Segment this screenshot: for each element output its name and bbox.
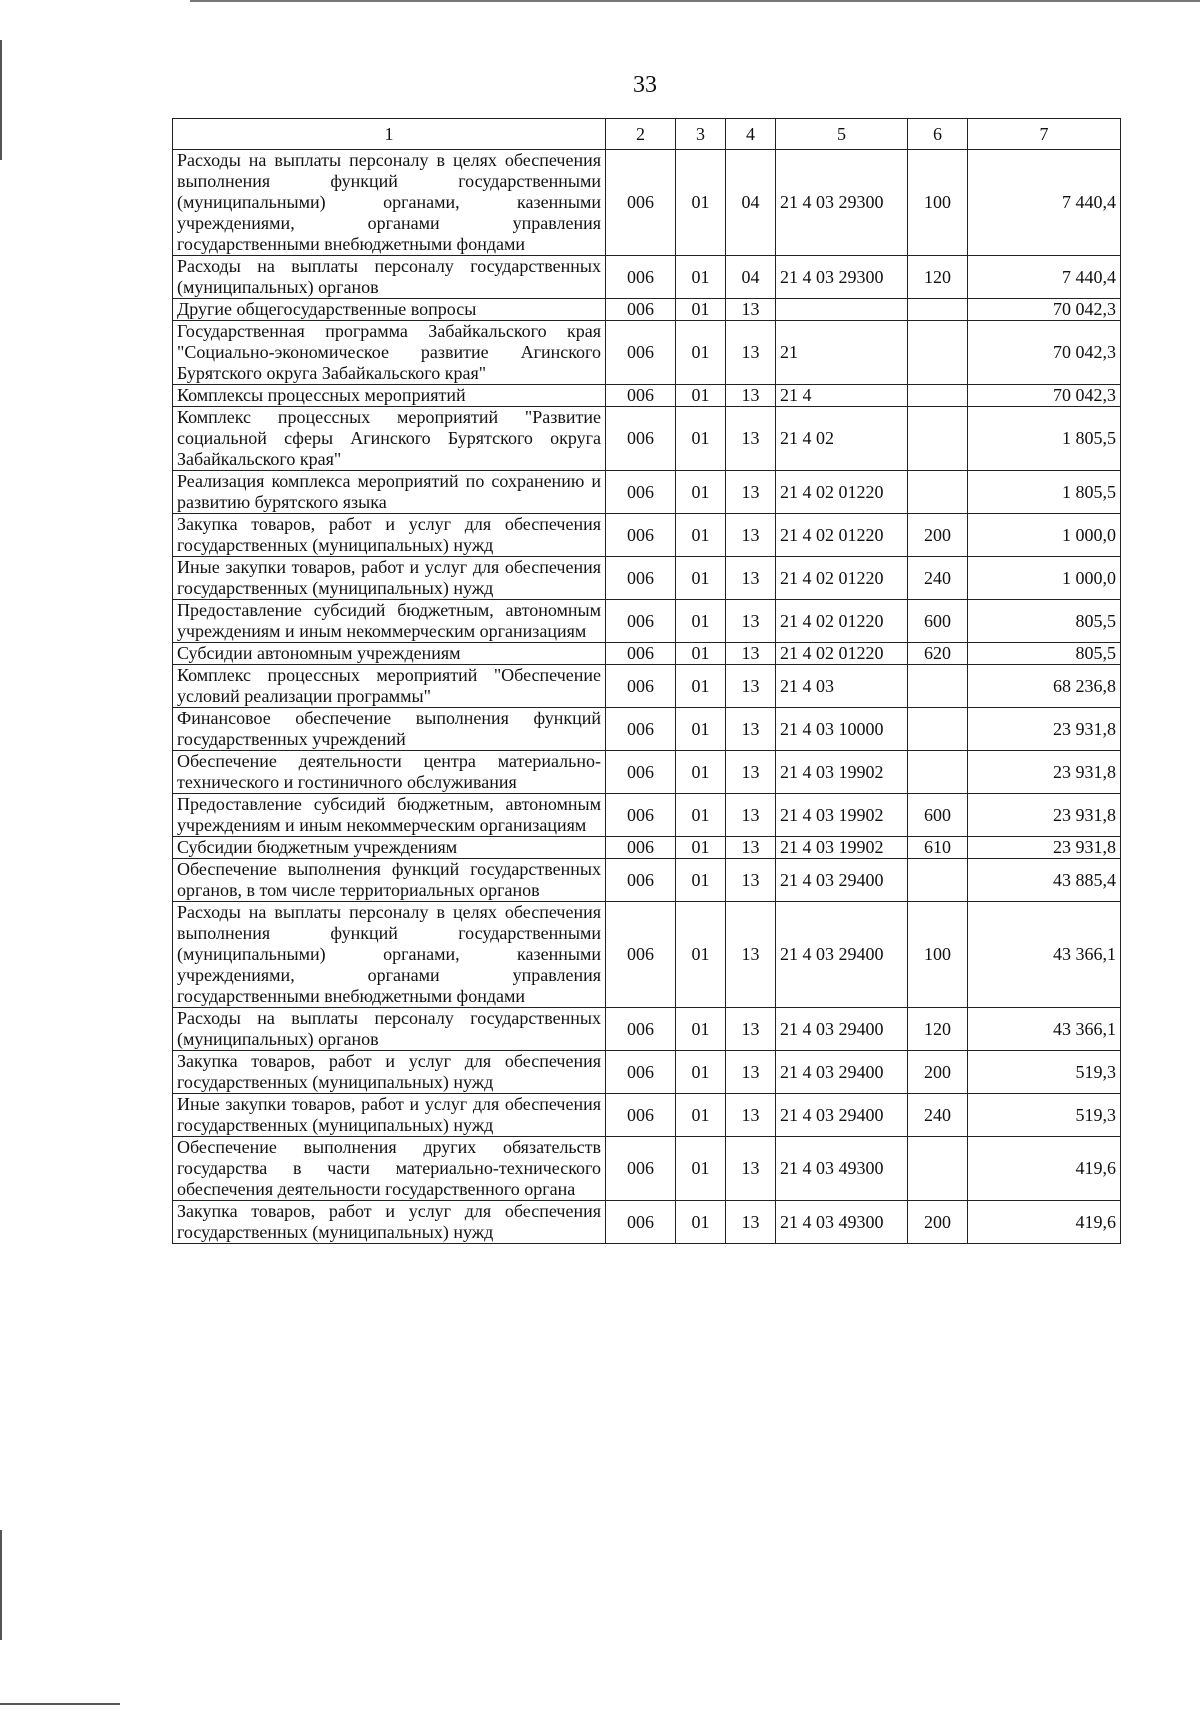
row-name: Финансовое обеспечение выполнения функций государственных учреждений (173, 708, 606, 751)
table-header (173, 119, 1121, 150)
row-col-5: 21 4 02 01220 (776, 643, 908, 665)
row-col-5: 21 4 03 29400 (776, 1051, 908, 1094)
row-name: Субсидии бюджетным учреждениям (173, 837, 606, 859)
table-row (173, 1094, 1121, 1137)
row-col-4: 13 (726, 794, 776, 837)
row-amount: 23 931,8 (968, 751, 1121, 794)
header-col-1: 1 (173, 119, 606, 150)
row-col-6: 120 (908, 1008, 968, 1051)
row-col-4: 13 (726, 299, 776, 321)
row-col-2: 006 (606, 708, 676, 751)
row-col-3: 01 (676, 1137, 726, 1201)
row-col-5: 21 4 03 19902 (776, 794, 908, 837)
row-col-5: 21 4 03 49300 (776, 1201, 908, 1244)
row-col-5: 21 (776, 321, 908, 385)
row-col-4: 13 (726, 407, 776, 471)
row-col-3: 01 (676, 902, 726, 1008)
row-col-4: 13 (726, 837, 776, 859)
page-number: 33 (633, 72, 657, 98)
row-col-6 (908, 751, 968, 794)
table-row (173, 643, 1121, 665)
row-amount: 1 000,0 (968, 557, 1121, 600)
row-col-5: 21 4 02 (776, 407, 908, 471)
row-amount: 70 042,3 (968, 299, 1121, 321)
row-col-3: 01 (676, 751, 726, 794)
row-col-5: 21 4 02 01220 (776, 600, 908, 643)
row-name: Предоставление субсидий бюджетным, автономным учреждениям и иным некоммерческим организациям (173, 794, 606, 837)
row-col-6: 620 (908, 643, 968, 665)
row-name: Государственная программа Забайкальского края "Социально-экономическое развитие Агинского Бурятского округа Забайкальского края" (173, 321, 606, 385)
table-row (173, 600, 1121, 643)
row-name: Комплексы процессных мероприятий (173, 385, 606, 407)
row-col-2: 006 (606, 1137, 676, 1201)
table-row (173, 794, 1121, 837)
row-col-2: 006 (606, 514, 676, 557)
row-col-2: 006 (606, 902, 676, 1008)
row-name: Другие общегосударственные вопросы (173, 299, 606, 321)
row-col-5: 21 4 03 29400 (776, 902, 908, 1008)
row-col-6 (908, 299, 968, 321)
row-name: Субсидии автономным учреждениям (173, 643, 606, 665)
table-row (173, 407, 1121, 471)
table-row (173, 902, 1121, 1008)
row-col-2: 006 (606, 407, 676, 471)
row-col-6: 200 (908, 1201, 968, 1244)
row-col-4: 13 (726, 321, 776, 385)
table-row (173, 256, 1121, 299)
table-row (173, 514, 1121, 557)
table-row (173, 1008, 1121, 1051)
row-col-6: 600 (908, 600, 968, 643)
table-row (173, 859, 1121, 902)
row-col-3: 01 (676, 150, 726, 256)
row-col-4: 13 (726, 1008, 776, 1051)
row-col-2: 006 (606, 385, 676, 407)
row-col-2: 006 (606, 643, 676, 665)
row-name: Иные закупки товаров, работ и услуг для обеспечения государственных (муниципальных) нужд (173, 1094, 606, 1137)
row-col-4: 13 (726, 751, 776, 794)
row-col-3: 01 (676, 1051, 726, 1094)
row-col-4: 13 (726, 1201, 776, 1244)
row-col-3: 01 (676, 708, 726, 751)
row-col-6: 610 (908, 837, 968, 859)
table-row (173, 751, 1121, 794)
row-col-6 (908, 321, 968, 385)
row-amount: 519,3 (968, 1051, 1121, 1094)
row-col-5: 21 4 02 01220 (776, 514, 908, 557)
row-col-2: 006 (606, 1051, 676, 1094)
row-col-5: 21 4 02 01220 (776, 471, 908, 514)
row-col-4: 04 (726, 256, 776, 299)
row-col-2: 006 (606, 321, 676, 385)
row-amount: 1 805,5 (968, 407, 1121, 471)
row-name: Закупка товаров, работ и услуг для обеспечения государственных (муниципальных) нужд (173, 514, 606, 557)
row-col-5: 21 4 03 29300 (776, 150, 908, 256)
table-body (173, 150, 1121, 1244)
row-amount: 7 440,4 (968, 256, 1121, 299)
row-col-5: 21 4 03 29400 (776, 859, 908, 902)
scan-edge-bottom (0, 1703, 120, 1705)
row-name: Комплекс процессных мероприятий "Развитие социальной сферы Агинского Бурятского округа Забайкальского края" (173, 407, 606, 471)
row-col-4: 13 (726, 708, 776, 751)
row-amount: 23 931,8 (968, 794, 1121, 837)
row-name: Обеспечение выполнения других обязательств государства в части материально-технического обеспечения деятельности государственного органа (173, 1137, 606, 1201)
table-row (173, 1201, 1121, 1244)
header-col-5: 5 (776, 119, 908, 150)
table-row (173, 385, 1121, 407)
row-col-6 (908, 407, 968, 471)
table-row (173, 150, 1121, 256)
row-amount: 43 885,4 (968, 859, 1121, 902)
row-col-4: 13 (726, 557, 776, 600)
header-col-7: 7 (968, 119, 1121, 150)
row-col-6: 240 (908, 1094, 968, 1137)
row-col-2: 006 (606, 256, 676, 299)
row-col-2: 006 (606, 751, 676, 794)
row-col-5: 21 4 03 29400 (776, 1008, 908, 1051)
row-col-5: 21 4 03 19902 (776, 837, 908, 859)
row-col-6: 100 (908, 902, 968, 1008)
row-col-2: 006 (606, 837, 676, 859)
row-name: Иные закупки товаров, работ и услуг для обеспечения государственных (муниципальных) нужд (173, 557, 606, 600)
row-col-4: 13 (726, 1094, 776, 1137)
row-col-3: 01 (676, 514, 726, 557)
row-amount: 1 000,0 (968, 514, 1121, 557)
row-col-2: 006 (606, 1008, 676, 1051)
row-col-5: 21 4 02 01220 (776, 557, 908, 600)
row-amount: 419,6 (968, 1201, 1121, 1244)
row-name: Предоставление субсидий бюджетным, автономным учреждениям и иным некоммерческим организациям (173, 600, 606, 643)
row-col-4: 13 (726, 1051, 776, 1094)
row-col-2: 006 (606, 794, 676, 837)
row-col-5: 21 4 (776, 385, 908, 407)
row-col-3: 01 (676, 557, 726, 600)
row-name: Закупка товаров, работ и услуг для обеспечения государственных (муниципальных) нужд (173, 1201, 606, 1244)
row-name: Реализация комплекса мероприятий по сохранению и развитию бурятского языка (173, 471, 606, 514)
row-col-5 (776, 299, 908, 321)
row-col-3: 01 (676, 471, 726, 514)
row-amount: 23 931,8 (968, 837, 1121, 859)
row-name: Расходы на выплаты персоналу в целях обеспечения выполнения функций государственными (муниципальными) органами, казенными учреждениями, органами управления государственными внебюджетными фондами (173, 902, 606, 1008)
row-col-2: 006 (606, 600, 676, 643)
row-col-6: 200 (908, 514, 968, 557)
row-col-2: 006 (606, 150, 676, 256)
row-col-6 (908, 1137, 968, 1201)
row-col-2: 006 (606, 859, 676, 902)
row-col-5: 21 4 03 19902 (776, 751, 908, 794)
scan-edge-left (0, 40, 2, 160)
table-row (173, 299, 1121, 321)
row-col-4: 04 (726, 150, 776, 256)
table-row (173, 471, 1121, 514)
header-col-3: 3 (676, 119, 726, 150)
row-col-4: 13 (726, 665, 776, 708)
row-col-2: 006 (606, 1094, 676, 1137)
row-col-4: 13 (726, 471, 776, 514)
row-name: Расходы на выплаты персоналу государственных (муниципальных) органов (173, 256, 606, 299)
row-amount: 1 805,5 (968, 471, 1121, 514)
row-amount: 7 440,4 (968, 150, 1121, 256)
row-col-6: 100 (908, 150, 968, 256)
row-col-2: 006 (606, 665, 676, 708)
row-amount: 43 366,1 (968, 902, 1121, 1008)
row-name: Комплекс процессных мероприятий "Обеспечение условий реализации программы" (173, 665, 606, 708)
row-amount: 805,5 (968, 643, 1121, 665)
header-col-4: 4 (726, 119, 776, 150)
row-amount: 70 042,3 (968, 385, 1121, 407)
row-col-3: 01 (676, 256, 726, 299)
table-row (173, 1051, 1121, 1094)
row-name: Обеспечение выполнения функций государственных органов, в том числе территориальных органов (173, 859, 606, 902)
row-col-5: 21 4 03 29400 (776, 1094, 908, 1137)
row-name: Обеспечение деятельности центра материально-технического и гостиничного обслуживания (173, 751, 606, 794)
row-col-2: 006 (606, 1201, 676, 1244)
header-col-2: 2 (606, 119, 676, 150)
table-row (173, 1137, 1121, 1201)
table-row (173, 708, 1121, 751)
row-col-4: 13 (726, 643, 776, 665)
row-col-4: 13 (726, 859, 776, 902)
row-col-5: 21 4 03 (776, 665, 908, 708)
table-row (173, 837, 1121, 859)
row-col-6: 120 (908, 256, 968, 299)
row-col-4: 13 (726, 385, 776, 407)
row-col-3: 01 (676, 794, 726, 837)
row-col-6: 600 (908, 794, 968, 837)
row-col-6: 200 (908, 1051, 968, 1094)
row-col-6 (908, 471, 968, 514)
row-col-2: 006 (606, 299, 676, 321)
row-col-2: 006 (606, 471, 676, 514)
row-col-3: 01 (676, 600, 726, 643)
row-col-6: 240 (908, 557, 968, 600)
row-amount: 805,5 (968, 600, 1121, 643)
table-row (173, 557, 1121, 600)
row-col-3: 01 (676, 837, 726, 859)
budget-table (172, 118, 1121, 1244)
row-col-3: 01 (676, 407, 726, 471)
row-col-3: 01 (676, 321, 726, 385)
row-col-2: 006 (606, 557, 676, 600)
row-col-6 (908, 859, 968, 902)
row-col-3: 01 (676, 665, 726, 708)
row-col-3: 01 (676, 643, 726, 665)
row-col-4: 13 (726, 600, 776, 643)
row-col-5: 21 4 03 49300 (776, 1137, 908, 1201)
row-col-3: 01 (676, 1008, 726, 1051)
row-col-3: 01 (676, 299, 726, 321)
row-col-6 (908, 385, 968, 407)
row-amount: 43 366,1 (968, 1008, 1121, 1051)
row-amount: 419,6 (968, 1137, 1121, 1201)
row-amount: 70 042,3 (968, 321, 1121, 385)
row-amount: 68 236,8 (968, 665, 1121, 708)
header-col-6: 6 (908, 119, 968, 150)
row-col-3: 01 (676, 859, 726, 902)
row-name: Закупка товаров, работ и услуг для обеспечения государственных (муниципальных) нужд (173, 1051, 606, 1094)
scan-edge-left-lower (0, 1530, 2, 1640)
row-col-3: 01 (676, 1201, 726, 1244)
row-col-6 (908, 708, 968, 751)
row-name: Расходы на выплаты персоналу государственных (муниципальных) органов (173, 1008, 606, 1051)
row-name: Расходы на выплаты персоналу в целях обеспечения выполнения функций государственными (муниципальными) органами, казенными учреждениями, органами управления государственными внебюджетными фондами (173, 150, 606, 256)
row-amount: 23 931,8 (968, 708, 1121, 751)
row-col-4: 13 (726, 514, 776, 557)
row-col-5: 21 4 03 10000 (776, 708, 908, 751)
row-col-4: 13 (726, 1137, 776, 1201)
row-col-5: 21 4 03 29300 (776, 256, 908, 299)
scan-edge-top (190, 0, 1200, 2)
table-row (173, 665, 1121, 708)
row-col-3: 01 (676, 1094, 726, 1137)
row-col-3: 01 (676, 385, 726, 407)
row-col-6 (908, 665, 968, 708)
table-row (173, 321, 1121, 385)
row-amount: 519,3 (968, 1094, 1121, 1137)
row-col-4: 13 (726, 902, 776, 1008)
